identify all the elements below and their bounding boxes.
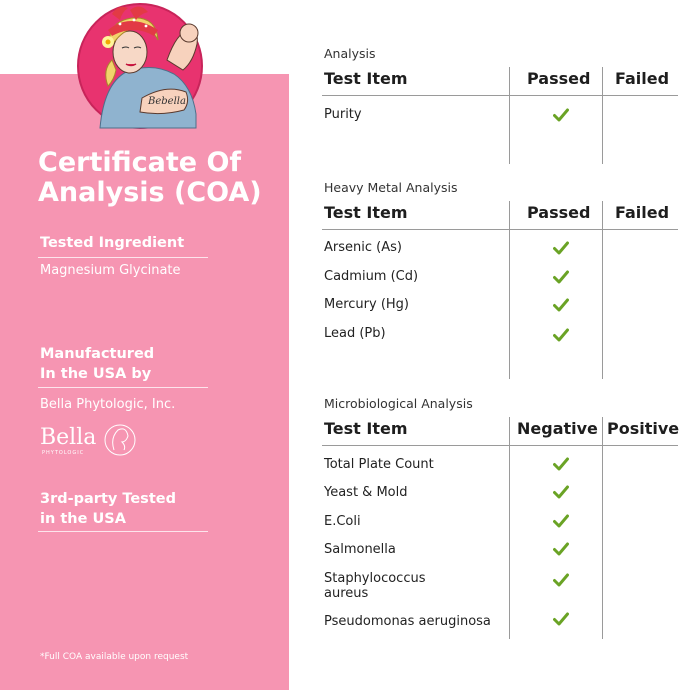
row-label-pseudomonas: Pseudomonas aeruginosa — [324, 614, 491, 629]
check-icon — [553, 457, 569, 471]
section-title-heavy-metal: Heavy Metal Analysis — [324, 180, 458, 195]
check-icon — [553, 108, 569, 122]
check-icon — [553, 514, 569, 528]
row-label-arsenic: Arsenic (As) — [324, 240, 402, 255]
row-label-staphylococcus-line1: Staphylococcus — [324, 571, 426, 586]
check-icon — [553, 241, 569, 255]
footnote: *Full COA available upon request — [40, 652, 189, 662]
tested-ingredient-value: Magnesium Glycinate — [40, 263, 181, 278]
row-label-yeast-mold: Yeast & Mold — [324, 485, 408, 500]
check-icon — [553, 612, 569, 626]
tested-ingredient-label: Tested Ingredient — [40, 235, 185, 251]
table-rule — [322, 95, 678, 96]
manufacturer-value: Bella Phytologic, Inc. — [40, 397, 176, 412]
manufactured-label-line2: In the USA by — [40, 366, 152, 382]
column-divider — [602, 417, 603, 639]
third-party-line1: 3rd-party Tested — [40, 491, 176, 507]
header-test-item: Test Item — [324, 69, 408, 88]
header-negative: Negative — [517, 419, 598, 438]
row-label-total-plate-count: Total Plate Count — [324, 457, 434, 472]
row-label-purity: Purity — [324, 107, 362, 122]
page-title: Certificate Of Analysis (COA) — [38, 147, 262, 208]
check-icon — [553, 485, 569, 499]
header-passed: Passed — [527, 69, 591, 88]
column-divider — [602, 67, 603, 164]
svg-text:PHYTOLOGIC: PHYTOLOGIC — [42, 450, 85, 456]
manufactured-label-line1: Manufactured — [40, 346, 155, 362]
divider — [38, 257, 208, 258]
section-title-microbiological: Microbiological Analysis — [324, 396, 473, 411]
row-label-staphylococcus-line2: aureus — [324, 586, 369, 601]
header-test-item: Test Item — [324, 419, 408, 438]
check-icon — [553, 328, 569, 342]
mascot-illustration — [72, 0, 210, 134]
table-rule — [322, 445, 678, 446]
check-icon — [553, 573, 569, 587]
divider — [38, 531, 208, 532]
row-label-salmonella: Salmonella — [324, 542, 396, 557]
check-icon — [553, 542, 569, 556]
header-passed: Passed — [527, 203, 591, 222]
header-test-item: Test Item — [324, 203, 408, 222]
svg-text:Bella: Bella — [40, 425, 97, 450]
header-positive: Positive — [607, 419, 679, 438]
bella-phytologic-logo — [38, 420, 148, 460]
row-label-cadmium: Cadmium (Cd) — [324, 269, 419, 284]
column-divider — [509, 67, 510, 164]
divider — [38, 387, 208, 388]
section-title-analysis: Analysis — [324, 46, 376, 61]
svg-text:Bebella: Bebella — [148, 96, 186, 107]
column-divider — [602, 201, 603, 379]
row-label-ecoli: E.Coli — [324, 514, 361, 529]
third-party-line2: in the USA — [40, 511, 126, 527]
row-label-lead: Lead (Pb) — [324, 326, 386, 341]
column-divider — [509, 417, 510, 639]
header-failed: Failed — [615, 69, 670, 88]
check-icon — [553, 270, 569, 284]
header-failed: Failed — [615, 203, 670, 222]
check-icon — [553, 298, 569, 312]
table-rule — [322, 229, 678, 230]
row-label-mercury: Mercury (Hg) — [324, 297, 410, 312]
column-divider — [509, 201, 510, 379]
